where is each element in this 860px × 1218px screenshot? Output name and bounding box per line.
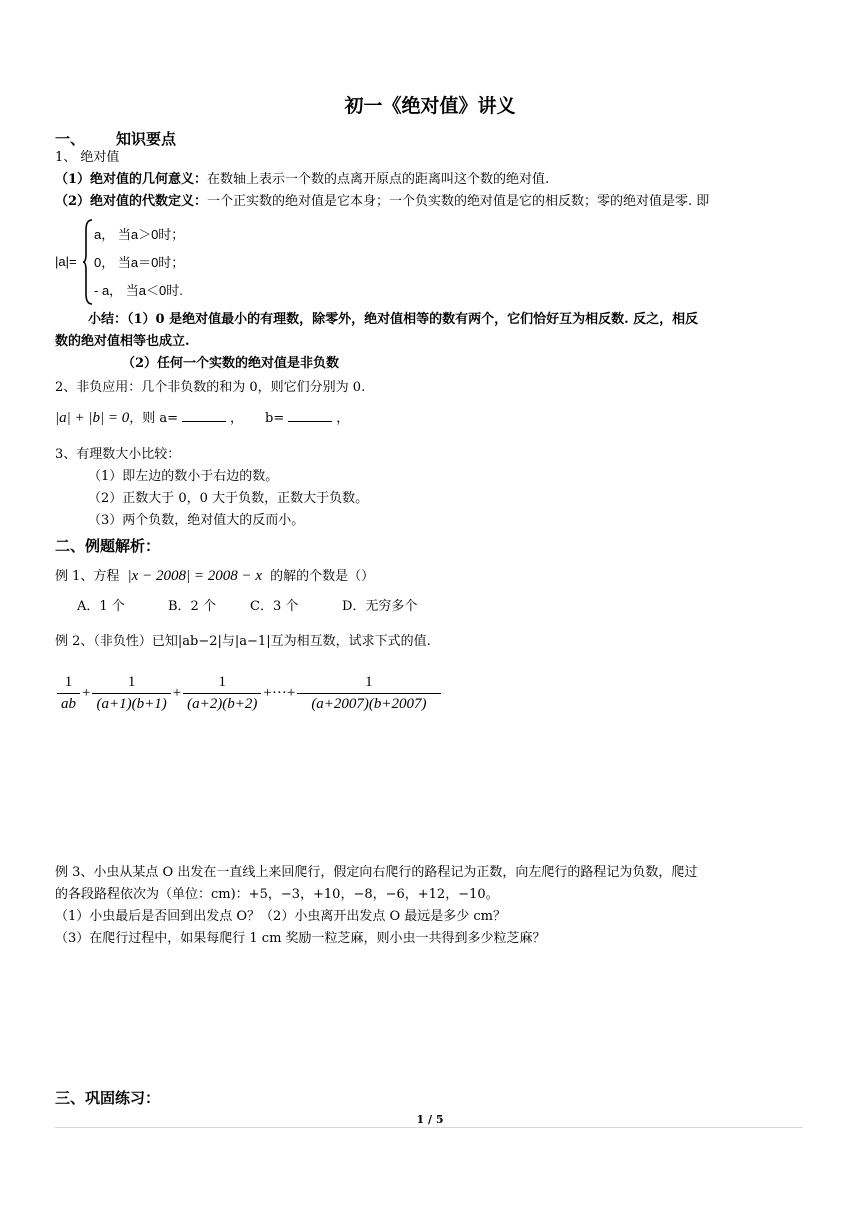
series-plus-1: + [82,685,91,701]
geo-definition [55,171,549,189]
eq2-separator: ， [230,411,244,426]
section1-heading: 知识要点 [116,130,177,148]
section1-number: 一、 [55,130,86,148]
example-1-option-b: B．2 个 [168,599,216,614]
alg-definition [55,193,709,211]
item3-rule-3: （3）两个负数，绝对值大的反而小。 [88,513,305,528]
series-term-3: $\frac{1}{(a+2)(b+2)}$ [183,674,261,713]
piecewise-row-1: a， 当a＞0时； [94,227,185,242]
section3-heading: 三、巩固练习： [55,1089,161,1107]
example-1-equation: |x − 2008| = 2008 − x [127,568,262,584]
summary-item-2: （2）任何一个实数的绝对值是非负数 [122,356,340,371]
example-1-option-c: C．3 个 [250,599,299,614]
page-title: 初一《绝对值》讲义 [344,95,516,117]
item1-label: 1、 绝对值 [55,150,120,165]
geo-definition-label: （1）绝对值的几何意义： [55,172,208,187]
geo-definition-text: 在数轴上表示一个数的点离开原点的距离叫这个数的绝对值. [207,172,550,187]
piecewise-row-2: 0， 当a＝0时； [94,255,185,270]
piecewise-row-3: - a， 当a＜0时. [94,283,183,298]
eq2-a-label: ，则 a= [129,411,179,426]
summary-line-1: 小结：（1）0 是绝对值最小的有理数，除零外，绝对值相等的数有两个，它们恰好互为相反数. 反之，相反 [88,312,699,327]
eq2-expression: |a| + |b| = 0 [55,410,130,426]
footer-divider [55,1127,803,1128]
piecewise-brace [82,218,94,306]
alg-definition-text: 一个正实数的绝对值是它本身；一个负实数的绝对值是它的相反数；零的绝对值是零. 即 [207,194,710,209]
piecewise-lhs: |a|= [55,254,77,269]
example-3-line-2: 的各段路程依次为（单位：cm)：+5，−3，+10，−8，−6，+12，−10。 [55,887,499,902]
page-number: 1 / 5 [416,1113,444,1126]
item2-nonnegative: 2、非负应用：几个非负数的和为 0，则它们分别为 0. [55,380,366,395]
eq2-line [55,409,349,428]
example-3-line-3: （1）小虫最后是否回到出发点 O？（2）小虫离开出发点 O 最远是多少 cm？ [55,909,506,924]
example-2-series [55,674,443,713]
example-1 [55,567,374,586]
eq2-a-blank[interactable] [182,409,226,422]
example-1-option-d: D．无穷多个 [342,599,418,614]
series-dots: +···+ [263,685,296,701]
example-3-line-4: （3）在爬行过程中，如果每爬行 1 cm 奖励一粒芝麻，则小虫一共得到多少粒芝麻？ [55,931,546,946]
item3-compare: 3、有理数大小比较： [55,447,181,462]
series-plus-2: + [172,685,182,701]
example-1-suffix: 的解的个数是（） [270,569,375,584]
summary-line-2: 数的绝对值相等也成立. [55,334,190,349]
series-term-1: $\frac{1}{ab}$ [57,674,80,713]
alg-definition-label: （2）绝对值的代数定义： [55,194,208,209]
example-2-text: 例 2、（非负性）已知|ab−2|与|a−1|互为相互数，试求下式的值. [55,634,431,649]
example-1-prefix: 例 1、方程 [55,569,120,584]
section2-heading: 二、例题解析： [55,537,161,555]
example-1-option-a: A．1 个 [77,599,125,614]
series-term-2: $\frac{1}{(a+1)(b+1)}$ [92,674,170,713]
example-3-line-1: 例 3、小虫从某点 O 出发在一直线上来回爬行，假定向右爬行的路程记为正数，向左爬行的路程记为负数，爬过 [55,865,698,880]
eq2-b-label: b= [265,411,285,426]
item3-rule-1: （1）即左边的数小于右边的数。 [88,469,279,484]
eq2-b-blank[interactable] [288,409,332,422]
item3-rule-2: （2）正数大于 0，0 大于负数，正数大于负数。 [88,491,369,506]
series-term-last: $\frac{1}{(a+2007)(b+2007)}$ [297,674,440,713]
eq2-end: ， [336,411,350,426]
